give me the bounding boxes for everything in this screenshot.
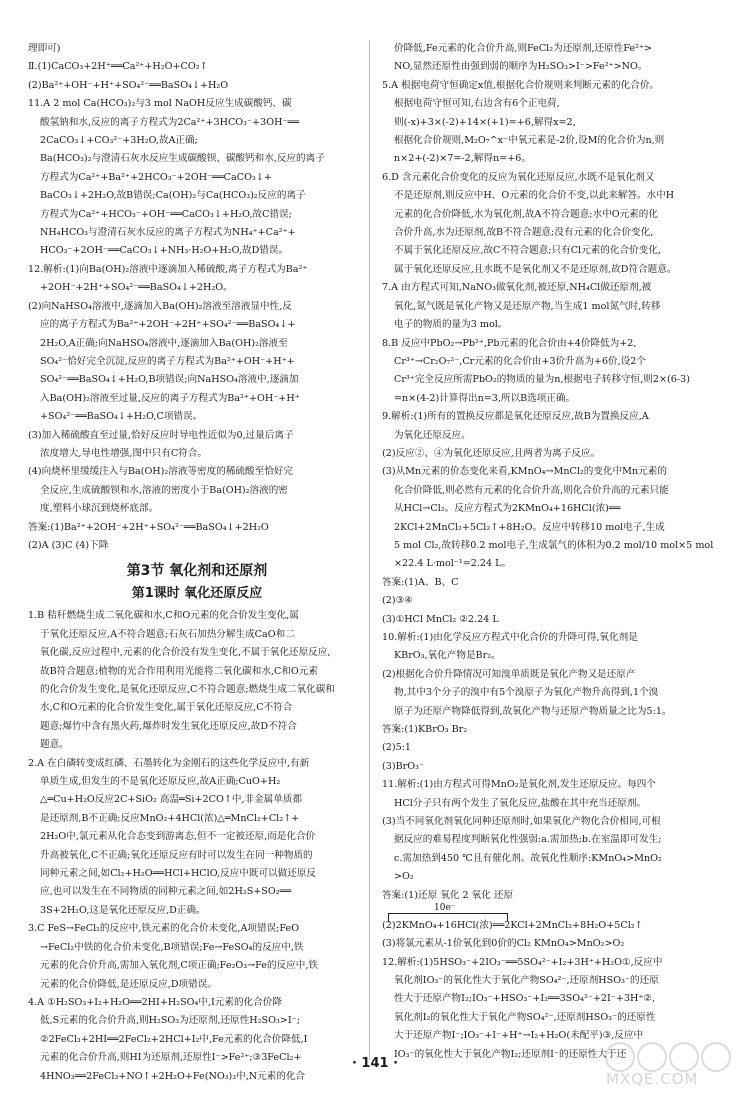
right-column-line: ×22.4 L·mol⁻¹=2.24 L。 — [394, 558, 512, 570]
left-column-line: 3S+2H₂O,这是氧化还原反应,D正确。 — [40, 904, 206, 916]
left-column-line: 入Ba(OH)₂溶液至过量,反应的离子方程式为Ba²⁺+OH⁻+H⁺ — [40, 392, 300, 404]
right-column-line: 12.解析:(1)5HSO₃⁻+2IO₃⁻══5SO₄²⁻+I₂+3H⁺+H₂O①,反应中 — [382, 956, 663, 968]
right-column-line: 2KCl+2MnCl₂+5Cl₂↑+8H₂O。反应中转移10 mol电子,生成 — [394, 521, 665, 533]
left-column-line: 4.A ①H₂SO₃+I₂+H₂O══2HI+H₂SO₄中,I元素的化合价降 — [28, 996, 282, 1008]
left-column-line: (4)向烧杯里缓缓注入与Ba(OH)₂溶液等密度的稀硫酸至恰好完 — [28, 466, 293, 478]
right-column-line: 据反应的难易程度判断氧化性强弱:a.需加热;b.在室温即可发生; — [394, 834, 662, 846]
left-column-line: 酸氢钠和水,反应的离子方程式为2Ca²⁺+3HCO₃⁻+3OH⁻══ — [40, 116, 300, 128]
left-column-line: HCO₃⁻+2OH⁻══CaCO₃↓+NH₃·H₂O+H₂O,故D错误。 — [40, 245, 289, 257]
right-column-line: (3)BrO₃⁻ — [382, 760, 425, 772]
watermark-logo-icon — [600, 1040, 740, 1074]
left-column-line: 氧化碳,反应过程中,元素的化合价没有发生变化,不属于氧化还原反应, — [40, 647, 331, 659]
left-column-line: →FeCl₂中铁的化合价未变化,B项错误;Fe→FeSO₄的反应中,铁 — [40, 941, 304, 953]
left-column-line: 全反应,生成硫酸钡和水,溶液的密度小于Ba(OH)₂溶液的密 — [40, 484, 288, 496]
right-column-line: 化合价降低,则必然有元素的化合价升高,则化合价升高的元素只能 — [394, 484, 669, 496]
left-column-line: +SO₄²⁻══BaSO₄↓+H₂O,C项错误。 — [40, 411, 203, 423]
left-column-line: 应的离子方程式为Ba²⁺+2OH⁻+2H⁺+SO₄²⁻══BaSO₄↓+ — [40, 319, 296, 331]
left-column-line: 是还原剂,B不正确;反应MnO₂+4HCl(浓)△═MnCl₂+Cl₂↑+ — [40, 812, 300, 824]
right-column-line: HCl分子只有两个发生了氧化反应,盐酸在其中充当还原剂。 — [394, 797, 647, 809]
left-column-line: SO₄²⁻恰好完全沉淀,反应的离子方程式为Ba²⁺+OH⁻+H⁺+ — [40, 355, 295, 367]
electron-transfer-equation: (2)2KMnO₄+16HCl(浓)══2KCl+2MnCl₂+8H₂O+5Cl₂↑ — [382, 920, 643, 932]
left-column-line: ②2FeCl₃+2HI══2FeCl₂+2HCl+I₂中,Fe元素的化合价降低,I — [40, 1033, 308, 1045]
right-column-line: 氧化剂I₂的氧化性大于氧化产物SO₄²⁻,还原剂HSO₃⁻的还原性 — [394, 1011, 656, 1023]
right-column-line: 氧化剂IO₃⁻的氧化性大于氧化产物SO₄²⁻,还原剂HSO₃⁻的还原 — [394, 974, 659, 986]
site-watermark — [600, 1040, 740, 1090]
right-column-line: 5.A 根据电荷守恒确定x值,根据化合价规则来判断元素的化合价。 — [382, 79, 660, 91]
right-column-line: n×2+(-2)×7=-2,解得n=+6。 — [394, 153, 531, 165]
left-column-line: (2)向NaHSO₄溶液中,逐滴加入Ba(OH)₂溶液至溶液显中性,反 — [28, 300, 292, 312]
right-column-line: 9.解析:(1)所有的置换反应都是氧化还原反应,故B为置换反应,A — [382, 411, 649, 423]
left-column-line: 度,塑料小球沉到烧杯底部。 — [40, 503, 159, 515]
left-column-line: 2.A 在白磷转变成红磷、石墨转化为金刚石的这些化学反应中,有新 — [28, 757, 310, 769]
right-column-line: 不属于氧化还原反应,故C不符合题意;只有Cl元素的化合价变化, — [394, 245, 661, 257]
left-column-line: 题意。 — [40, 739, 69, 751]
right-column-line: c.需加热到450 ℃且有催化剂。故氧化性顺序:KMnO₄>MnO₂ — [394, 852, 662, 864]
left-column-line: 水,C和O元素的化合价发生变化,属于氧化还原反应,C不符合 — [40, 702, 293, 714]
right-column-line: =n×(4-2)计算得出n=3,所以B选项正确。 — [394, 392, 576, 404]
left-column-line: 低,S元素的化合价升高,则H₂SO₃为还原剂,还原性H₂SO₃>I⁻; — [40, 1015, 300, 1027]
right-column-line: 不是还原剂,则反应中H、O元素的化合价不变,以此来解答。水中H — [394, 190, 675, 202]
left-column-line: 单质生成,但发生的不是氧化还原反应,故A正确;CuO+H₂ — [40, 776, 281, 788]
right-column-line: NO,显然还原性由强到弱的顺序为H₂SO₃>I⁻>Fe²⁺>NO。 — [394, 61, 648, 73]
right-column-line: 大于还原产物I⁻;IO₃⁻+I⁻+H⁺→I₂+H₂O(未配平)③,反应中 — [394, 1030, 644, 1042]
right-column-line: (2)反应②、④为氧化还原反应,且两者为离子反应。 — [382, 447, 601, 459]
right-column-line: 10.解析:(1)由化学反应方程式中化合价的升降可得,氧化剂是 — [382, 632, 638, 643]
right-column-line: 答案:(1)KBrO₃ Br₂ — [382, 724, 468, 736]
left-column-line: △═Cu+H₂O反应2C+SiO₂ 高温═Si+2CO↑中,非金属单质都 — [40, 794, 303, 806]
right-column-line: Cr³⁺完全反应所需PbO₂的物质的量为n,根据电子转移守恒,则2×(6-3) — [394, 374, 690, 386]
left-column-line: 同种元素之间,如Cl₂+H₂O══HCl+HClO,反应中既可以做还原反 — [40, 868, 317, 880]
left-column-line: (3)加入稀硫酸直至过量,恰好反应时导电性近似为0,过量后离子 — [28, 429, 294, 441]
right-text-block-1 — [382, 40, 720, 905]
left-column-line: (2)A (3)C (4)下降 — [28, 539, 109, 551]
right-column-line: 电子的物质的量为3 mol。 — [394, 319, 508, 331]
left-text-block-1 — [28, 40, 366, 555]
left-column-line: +2OH⁻+2H⁺+SO₄²⁻══BaSO₄↓+2H₂O。 — [40, 282, 233, 294]
right-column-line: (2)根据化合价升降情况可知溴单质既是氧化产物又是还原产 — [382, 668, 636, 680]
lesson-title: 第1课时 氧化还原反应 — [131, 586, 263, 602]
left-column-line: 2H₂O中,氯元素从化合态变到游离态,但不一定被还原,而是化合价 — [40, 831, 316, 843]
right-column-line: 原子为还原产物降低得到,故氧化产物与还原产物质量之比为5:1。 — [394, 705, 672, 717]
right-column-line: 根据电荷守恒可知,右边含有6个正电荷, — [394, 98, 560, 110]
right-column-line: Cr³⁺→Cr₂O₇²⁻,Cr元素的化合价由+3价升高为+6价,设2个 — [394, 355, 646, 367]
column-divider — [369, 40, 370, 1060]
left-column-line: 1.B 秸秆燃烧生成二氧化碳和水,C和O元素的化合价发生变化,属 — [28, 610, 299, 622]
right-column-line: 合价升高,水为还原剂,故B不符合题意;没有元素的化合价变化, — [394, 227, 654, 239]
right-column-line: 答案:(1)A、B、C — [382, 576, 459, 588]
left-column-line: 方程式为Ca²⁺+Ba²⁺+2HCO₃⁻+2OH⁻══CaCO₃↓+ — [40, 171, 272, 183]
right-column-line: (3)当不同氧化剂氧化同种还原剂时,如果氧化产物化合价相同,可根 — [382, 816, 661, 828]
right-column-line: 物,其中3个分子的溴中有5个溴原子为氧化产物升高得到,1个溴 — [394, 687, 659, 699]
right-column-line: (2)③④ — [382, 595, 413, 607]
left-column-line: 2CaCO₃↓+CO₃²⁻+3H₂O,故A正确; — [40, 135, 198, 147]
right-column-line: (2)5:1 — [382, 742, 412, 754]
right-column-line: 价降低,Fe元素的化合价升高,则FeCl₂为还原剂,还原性Fe²⁺> — [394, 43, 653, 54]
left-column-line: 故B符合题意;植物的光合作用利用光能将二氧化碳和水,C和O元素 — [40, 665, 318, 677]
right-column-line: 11.解析:(1)由方程式可得MnO₂是氧化剂,发生还原反应。每四个 — [382, 779, 656, 791]
right-column-line: 氧化,氮气既是氧化产物又是还原产物,当生成1 mol氮气时,转移 — [394, 300, 661, 312]
left-column-line: 浓度增大,导电性增强,图中只有C符合。 — [40, 447, 207, 459]
left-column-line: 应,也可以发生在不同物质的同种元素之间,如2H₂S+SO₂══ — [40, 886, 292, 898]
right-column — [382, 40, 720, 1070]
left-column-line: 元素的化合价升高,则HI为还原剂,还原性I⁻>Fe²⁺;③3FeCl₂+ — [40, 1052, 302, 1064]
right-column-line: 性大于还原产物I₂;IO₃⁻+HSO₃⁻+I₂══3SO₄²⁻+2I⁻+3H⁺②, — [394, 993, 656, 1005]
right-column-line: 属于氧化还原反应,且水既不是氧化剂又不是还原剂,故D符合题意。 — [394, 263, 677, 275]
right-column-line: 7.A 由方程式可知,NaNO₃做氧化剂,被还原,NH₄Cl做还原剂,被 — [382, 282, 652, 294]
right-column-line: 6.D 含元素化合价变化的反应为氧化还原反应,水既不是氧化剂又 — [382, 171, 655, 183]
left-column-line: 升高被氧化,C不正确;氧化还原反应有时可以发生在同一种物质的 — [40, 849, 313, 861]
right-column-line: (3)将氯元素从-1价氧化到0价的Cl₂ KMnO₄>MnO₂>O₂ — [382, 938, 625, 950]
right-column-line: (3)从Mn元素的价态变化来看,KMnO₄→MnCl₂的变化中Mn元素的 — [382, 466, 667, 478]
right-column-line: 则(-x)+3×(-2)+14×(+1)=+6,解得x=2, — [394, 116, 576, 128]
left-column — [28, 40, 366, 1082]
left-column-line: 3.C FeS→FeCl₂的反应中,铁元素的化合价未变化,A项错误;FeO — [28, 923, 300, 935]
right-column-line: 8.B 反应中PbO₂→Pb²⁺,Pb元素的化合价由+4价降低为+2, — [382, 337, 637, 349]
left-text-block-2 — [28, 607, 366, 1086]
left-column-line: 元素的化合价升高,需加入氧化剂,C项正确;Fe₂O₃→Fe的反应中,铁 — [40, 960, 318, 972]
left-column-line: 于氧化还原反应,A不符合题意;石灰石加热分解生成CaO和二 — [40, 628, 295, 640]
left-column-line: 12.解析:(1)向Ba(OH)₂溶液中逐滴加入稀硫酸,离子方程式为Ba²⁺ — [28, 263, 308, 275]
left-column-line: 的化合价发生变化,是氧化还原反应,C不符合题意;燃烧生成二氧化碳和 — [40, 684, 335, 695]
right-column-line: 从HCl→Cl₂。反应方程式为2KMnO₄+16HCl(浓)══ — [394, 503, 621, 515]
right-column-line: 根据化合价规则,M₂O₇^x⁻中氧元素是-2价,设M的化合价为n,则 — [394, 135, 665, 147]
electron-transfer-diagram — [382, 903, 720, 933]
left-column-line: 元素的化合价降低,是还原反应,D项错误。 — [40, 978, 217, 990]
right-column-line: KBrO₃,氧化产物是Br₂。 — [394, 650, 501, 662]
left-column-line: Ba(HCO₃)₂与澄清石灰水反应生成碳酸钡、碳酸钙和水,反应的离子 — [40, 153, 325, 165]
section-title: 第3节 氧化剂和还原剂 — [126, 563, 268, 580]
watermark-text: MXQE.COM — [606, 1070, 699, 1088]
left-column-line: 题意;爆竹中含有黑火药,爆炸时发生氧化还原反应,故D不符合 — [40, 720, 297, 732]
left-column-line: 4HNO₃══2FeCl₃+NO↑+2H₂O+Fe(NO₃)₃中,N元素的化合 — [40, 1070, 306, 1082]
right-column-line: 答案:(1)还原 氧化 2 氧化 还原 — [382, 889, 514, 901]
right-column-line: (3)①HCl MnCl₂ ②2.24 L — [382, 613, 499, 625]
left-column-line: 方程式为Ca²⁺+HCO₃⁻+OH⁻══CaCO₃↓+H₂O,故C错误; — [40, 208, 292, 220]
right-column-line: IO₃⁻的氧化性大于氧化产物I₂;还原剂I⁻的还原性大于还 — [394, 1048, 627, 1060]
right-column-line: 为氧化还原反应。 — [394, 429, 471, 441]
left-column-line: 理即可) — [28, 43, 61, 54]
left-column-line: 答案:(1)Ba²⁺+2OH⁻+2H⁺+SO₄²⁻══BaSO₄↓+2H₂O — [28, 521, 269, 533]
right-column-line: 5 mol Cl₂,故转移0.2 mol电子,生成氯气的体积为0.2 mol/10 mol×5 mol — [394, 539, 714, 551]
right-column-line: 元素的化合价降低,水为氧化剂,故A不符合题意;水中O元素的化 — [394, 208, 658, 220]
left-column-line: Ⅱ.(1)CaCO₃+2H⁺══Ca²⁺+H₂O+CO₂↑ — [28, 61, 208, 73]
left-column-line: (2)Ba²⁺+OH⁻+H⁺+SO₄²⁻══BaSO₄↓+H₂O — [28, 79, 229, 91]
left-column-line: NH₄HCO₃与澄清石灰水反应的离子方程式为NH₄⁺+Ca²⁺+ — [40, 227, 296, 239]
left-column-line: SO₄²⁻══BaSO₄↓+H₂O,B项错误;向NaHSO₄溶液中,逐滴加 — [40, 374, 299, 386]
left-column-line: BaCO₃↓+2H₂O,故B错误;Ca(OH)₂与Ca(HCO₃)₂反应的离子 — [40, 190, 306, 202]
electron-transfer-label: 10e⁻ — [434, 903, 456, 914]
left-column-line: 2H₂O,A正确;向NaHSO₄溶液中,逐滴加入Ba(OH)₂溶液至 — [40, 337, 288, 349]
right-column-line: >O₂ — [394, 871, 414, 883]
page-number: · 141 · — [351, 1056, 399, 1071]
left-column-line: 11.A 2 mol Ca(HCO₃)₂与3 mol NaOH反应生成碳酸钙、碳 — [28, 98, 292, 110]
